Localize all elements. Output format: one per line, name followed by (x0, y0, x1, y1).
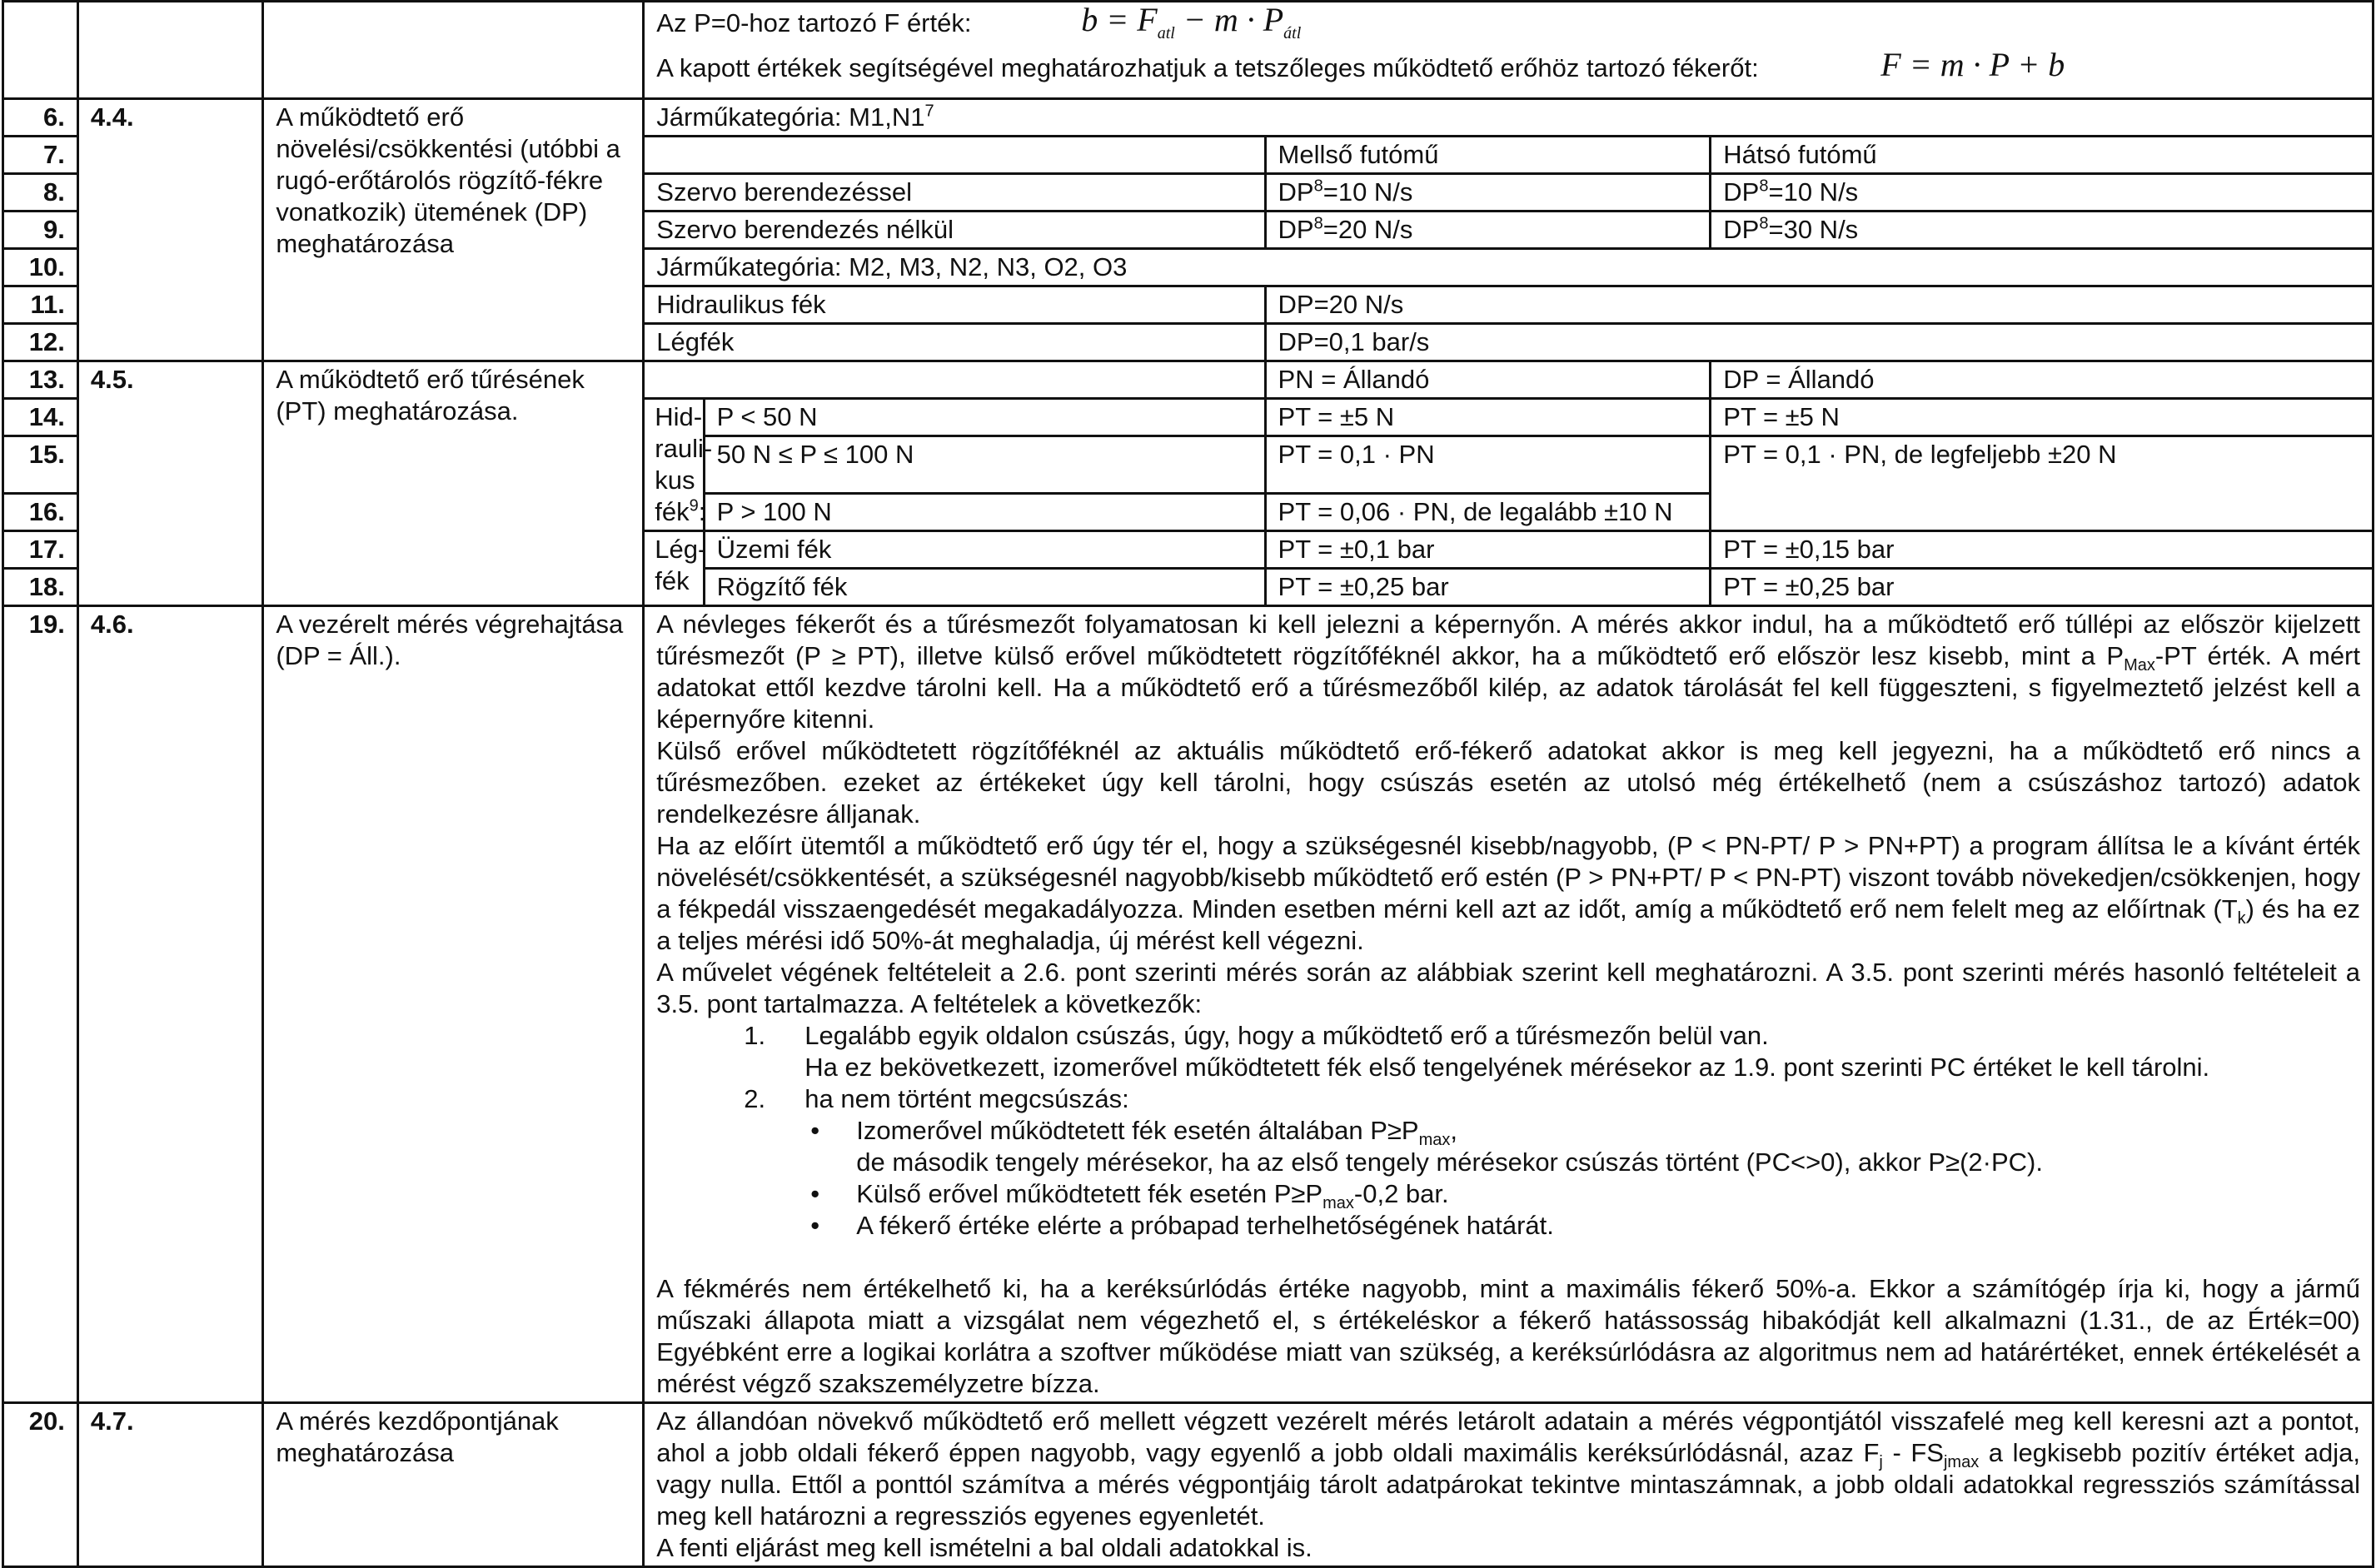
bullet-text-part: , (1450, 1116, 1457, 1145)
bullet-text (790, 1178, 2360, 1213)
list-item (656, 1083, 2360, 1115)
front-value: PT = ±0,1 bar (1265, 531, 1711, 569)
row-number: 19. (3, 606, 78, 1403)
paragraph: Külső erővel működtetett rögzítőféknél az aktuális működtető erő-fékerő adatokat akkor is meg kell jegyezni, ha a működtető erő nincs a tűrésmezőben. ezeket az értékeket úgy kell tárolni, hogy csúszás esetén az utolsó még értékelhető (nem a csúszáshoz tartozó) adatok rendelkezésre álljanak. (656, 736, 2360, 829)
row-number: 12. (3, 324, 78, 361)
bullet-item (656, 1210, 2360, 1242)
paragraph-text: Az állandóan növekvő működtető erő mellett végzett vezérelt mérés letárolt adatain a mérés végpontjától visszafelé meg kell keresni azt a pontot, ahol a jobb oldali fékerő éppen nagyobb, vagy egyenlő a jobb oldali maximális keréksúrlódásnál, azaz F (656, 1406, 2360, 1467)
list-text: Legalább egyik oldalon csúszás, úgy, hogy a működtető erő a tűrésmezőn belül van. (804, 1021, 1769, 1050)
regulation-table (2, 0, 2374, 1568)
subscript: k (2237, 909, 2246, 928)
section-title: A vezérelt mérés végrehajtása (DP = Áll.). (263, 606, 644, 1403)
section-body (644, 606, 2374, 1403)
subscript: j (1879, 1453, 1883, 1472)
table-row (3, 99, 2374, 137)
dp-header: DP = Állandó (1711, 361, 2374, 399)
row-number: 17. (3, 531, 78, 569)
condition: Rögzítő fék (704, 569, 1265, 606)
row-number: 6. (3, 99, 78, 137)
bullet-text: A fékerő értéke elérte a próbapad terhelhetőségének határát. (856, 1211, 1554, 1240)
paragraph-text: ) és ha ez a teljes mérési idő 50%-át meghaladja, új mérést kell végezni. (656, 894, 2360, 955)
bullet-item (656, 1178, 2360, 1213)
paragraph: A fenti eljárást meg kell ismételni a bal oldali adatokkal is. (656, 1533, 1313, 1562)
empty-label-cell (263, 2, 644, 99)
paragraph-text: A névleges fékerőt és a tűrésmezőt folyamatosan ki kell jelezni a képernyőn. A mérés akkor indul, ha a működtető erő túllépi az először kijelzett tűrésmezőt (P ≥ PT), illetve külső erővel működtetett rögzítőféknél akkor, ha a működtető erő először lesz kisebb, mint a P (656, 610, 2360, 670)
row-number: 14. (3, 399, 78, 436)
condition: P < 50 N (704, 399, 1265, 436)
bullet-text-part: -0,2 bar. (1353, 1179, 1449, 1208)
section-number: 4.5. (77, 361, 262, 606)
dp-text: DP (1278, 215, 1314, 244)
vehicle-category (644, 99, 2374, 137)
row-number: 7. (3, 137, 78, 174)
bullet-icon: • (810, 1116, 820, 1145)
front-value (1265, 212, 1711, 249)
front-axle-header: Mellső futómű (1265, 137, 1711, 174)
row-number: 8. (3, 174, 78, 212)
empty-num-cell (3, 2, 78, 99)
paragraph-text: -PT érték. A mért adatokat ettől kezdve tárolni kell. Ha a működtető erő a tűrésmezőből kilép, az adatok tárolását fel kell függeszteni, s figyelmeztető jelzést kell a képernyőre kitenni. (656, 641, 2360, 734)
condition: P > 100 N (704, 494, 1265, 531)
table-row (3, 1403, 2374, 1567)
group-colon: : (698, 497, 706, 526)
bullet-text: de második tengely mérésekor, ha az első tengely mérésekor csúszás történt (PC<>0), akkor P≥(2·PC). (856, 1147, 2043, 1177)
bullet-icon: • (810, 1179, 820, 1208)
rear-value: PT = ±5 N (1711, 399, 2374, 436)
front-value: PT = ±0,25 bar (1265, 569, 1711, 606)
section-title: A mérés kezdőpontjának meghatározása (263, 1403, 644, 1567)
rear-value: PT = ±0,25 bar (1711, 569, 2374, 606)
condition: 50 N ≤ P ≤ 100 N (704, 436, 1265, 494)
section-body (644, 1403, 2374, 1567)
front-value (1265, 174, 1711, 212)
result-formula: F = m · P + b (1880, 46, 2065, 83)
rear-value (1711, 174, 2374, 212)
row-number: 20. (3, 1403, 78, 1567)
rear-value (1711, 212, 2374, 249)
row-number: 13. (3, 361, 78, 399)
bullet-text (790, 1115, 2360, 1150)
subscript: jmax (1943, 1453, 1980, 1472)
footnote-ref: 9 (689, 496, 699, 515)
front-value: PT = 0,1 · PN (1265, 436, 1711, 494)
p0-formula: $b = F_{atl} - m \cdot P_{átl}$ (1081, 1, 1302, 42)
bullet-item (656, 1115, 2360, 1178)
list-text: ha nem történt megcsúszás: (804, 1084, 1129, 1113)
footnote-ref: 8 (1313, 177, 1323, 196)
formula-row (3, 2, 2374, 99)
formula-cell (644, 2, 2374, 99)
paragraph-text: - FS (1882, 1438, 1944, 1467)
dp-value: =10 N/s (1322, 177, 1413, 207)
section-number: 4.4. (77, 99, 262, 361)
dp-value: =30 N/s (1768, 215, 1859, 244)
air-group-label: Lég-fék (644, 531, 704, 606)
row-number: 10. (3, 249, 78, 286)
rear-value: PT = 0,1 · PN, de legfeljebb ±20 N (1711, 436, 2374, 531)
row-label: Szervo berendezés nélkül (644, 212, 1265, 249)
dp-value: =20 N/s (1322, 215, 1413, 244)
spacer (656, 1242, 2360, 1273)
empty-sec-cell (77, 2, 262, 99)
row-label: Szervo berendezéssel (644, 174, 1265, 212)
dp-text: DP (1723, 177, 1760, 207)
row-number: 11. (3, 286, 78, 324)
paragraph: A művelet végének feltételeit a 2.6. pont szerinti mérés során az alábbiak szerint kell meghatározni. A 3.5. pont szerinti mérés hasonló feltételeit a 3.5. pont tartalmazza. A feltételek a következők: (656, 958, 2360, 1018)
row-label: Légfék (644, 324, 1265, 361)
paragraph: A fékmérés nem értékelhető ki, ha a keréksúrlódás értéke nagyobb, mint a maximális fékerő 50%-a. Ekkor a számítógép írja ki, hogy a jármű műszaki állapota miatt a vizsgálat nem végezhető el, s értékeléskor a fékerő hatássosság hibakódját kell alkalmazni (1.31., de az Érték=00) Egyébként erre a logikai korlátra a szoftver működése miatt van szükség, a keréksúrlódásra az algoritmus nem ad határértéket, ennek értékelését a mérést végző szakszemélyzetre bízza. (656, 1274, 2360, 1398)
row-label: Hidraulikus fék (644, 286, 1265, 324)
dp-text: DP (1278, 177, 1314, 207)
subscript: max (1322, 1194, 1354, 1213)
table-row (3, 361, 2374, 399)
table-row (3, 606, 2374, 1403)
paragraph (656, 1406, 2360, 1532)
footnote-ref: 8 (1759, 214, 1769, 233)
paragraph (656, 830, 2360, 957)
rear-value: PT = ±0,15 bar (1711, 531, 2374, 569)
section-number: 4.6. (77, 606, 262, 1403)
section-title: A működtető erő növelési/csökkentési (utóbbi a rugó-erőtárolós rögzítő-fékre vonatkozik) ütemének (DP) meghatározása (263, 99, 644, 361)
section-title: A működtető erő tűrésének (PT) meghatározása. (263, 361, 644, 606)
row-number: 18. (3, 569, 78, 606)
row-number: 16. (3, 494, 78, 531)
row-number: 9. (3, 212, 78, 249)
footnote-ref: 8 (1759, 177, 1769, 196)
subscript: Max (2124, 656, 2155, 675)
hydraulic-group-label (644, 399, 713, 531)
vehicle-category-text: Járműkategória: M1,N1 (656, 102, 925, 132)
empty-cell (644, 361, 1265, 399)
bullet-icon: • (810, 1211, 820, 1240)
paragraph (656, 609, 2360, 735)
paragraph-text: Ha az előírt ütemtől a működtető erő úgy tér el, hogy a szükségesnél kisebb/nagyobb, (P < PN-PT/ P > PN+PT) a program állítsa le a kívánt érték növelését/csökkentését, a szükségesnél nagyobb/kisebb működtető erő estén (P > PN+PT/ P < PN-PT) viszont tovább növekedjen/csökkenjen, hogy a fékpedál visszaengedését megakadályozza. Minden esetben mérni kell azt az időt, amíg a működtető erő nem felelt meg az előírtnak (T (656, 831, 2360, 923)
result-label: A kapott értékek segítségével meghatározhatjuk a tetszőleges működtető erőhöz tartozó fékerőt: (656, 53, 1759, 82)
list-marker: 2. (744, 1084, 766, 1113)
dp-text: DP (1723, 215, 1760, 244)
vehicle-category: Járműkategória: M2, M3, N2, N3, O2, O3 (644, 249, 2374, 286)
paragraph-text: a legkisebb pozitív értéket adja, vagy nulla. Ettől a ponttól számítva a mérés végpontjáig tárolt adatpárokat tekintve mintaszámnak, a jobb oldali adatokkal regressziós számítással meg kell határozni a regressziós egyenes egyenletét. (656, 1438, 2360, 1531)
list-item (656, 1020, 2360, 1083)
front-value: PT = ±5 N (1265, 399, 1711, 436)
rear-axle-header: Hátsó futómű (1711, 137, 2374, 174)
list-marker: 1. (744, 1021, 766, 1050)
p0-label: Az P=0-hoz tartozó F érték: (656, 8, 972, 37)
row-number: 15. (3, 436, 78, 494)
row-value: DP=0,1 bar/s (1265, 324, 2373, 361)
pn-header: PN = Állandó (1265, 361, 1711, 399)
dp-value: =10 N/s (1768, 177, 1859, 207)
footnote-ref: 8 (1313, 214, 1323, 233)
bullet-text-part: Izomerővel működtetett fék esetén általában P≥P (856, 1116, 1419, 1145)
empty-cell (644, 137, 1265, 174)
list-text: Ha ez bekövetkezett, izomerővel működtetett fék első tengelyének mérésekor az 1.9. pont szerinti PC értéket le kell tárolni. (804, 1053, 2210, 1082)
row-value: DP=20 N/s (1265, 286, 2373, 324)
condition: Üzemi fék (704, 531, 1265, 569)
section-number: 4.7. (77, 1403, 262, 1567)
group-text: Hid-rauli-kus fék (655, 402, 713, 526)
footnote-ref: 7 (924, 102, 934, 121)
subscript: max (1418, 1131, 1451, 1150)
front-value: PT = 0,06 · PN, de legalább ±10 N (1265, 494, 1711, 531)
bullet-text-part: Külső erővel működtetett fék esetén P≥P (856, 1179, 1323, 1208)
